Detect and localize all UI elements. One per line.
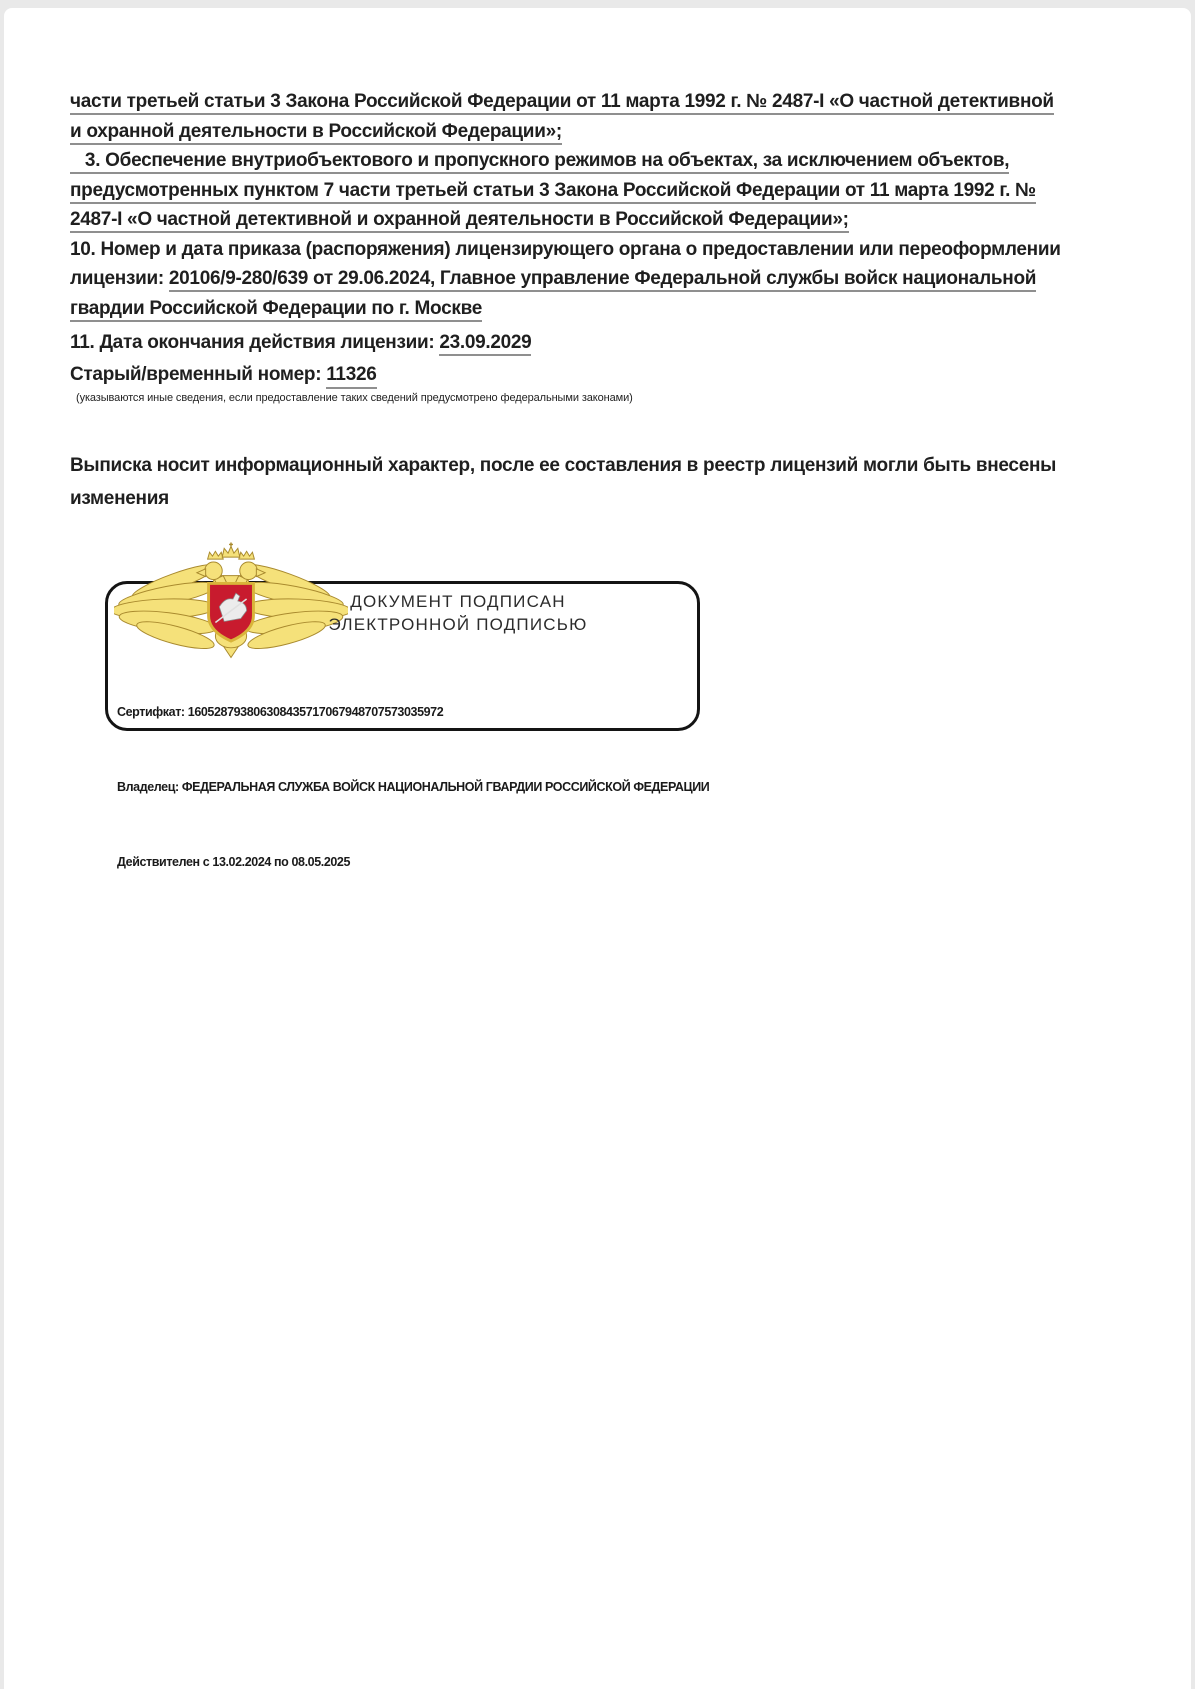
certificate-owner-row: Владелец: ФЕДЕРАЛЬНАЯ СЛУЖБА ВОЙСК НАЦИОНАЛЬНОЙ ГВАРДИИ РОССИЙСКОЙ ФЕДЕРАЦИИ [117, 780, 710, 794]
notice-line: изменения [70, 488, 169, 509]
stamp-title-line: ДОКУМЕНТ ПОДПИСАН [350, 592, 566, 611]
text-line: 11. Дата окончания действия лицензии: 23.09.2029 [70, 328, 1125, 358]
informational-notice [70, 449, 1125, 515]
document-page [4, 8, 1191, 1689]
electronic-signature-stamp [105, 581, 710, 869]
footnote: (указываются иные сведения, если предоставление таких сведений предусмотрено федеральными законами) [76, 392, 633, 404]
text-line: лицензии: 20106/9-280/639 от 29.06.2024, Главное управление Федеральной службы войск национальной [70, 264, 1125, 294]
certificate-validity-row: Действителен с 13.02.2024 по 08.05.2025 [117, 855, 351, 869]
text-line: и охранной деятельности в Российской Федерации»; [70, 117, 1125, 147]
notice-line: Выписка носит информационный характер, после ее составления в реестр лицензий могли быть внесены [70, 455, 1057, 476]
old-number-line: Старый/временный номер: 11326 [70, 360, 1125, 390]
text-line: части третьей статьи 3 Закона Российской Федерации от 11 марта 1992 г. № 2487-I «О частной детективной [70, 87, 1125, 117]
stamp-title [243, 590, 673, 636]
text-line: предусмотренных пунктом 7 части третьей статьи 3 Закона Российской Федерации от 11 марта 1992 г. № [70, 176, 1125, 206]
certificate-number-row: Сертифкат: 160528793806308435717067948707573035972 [117, 705, 444, 719]
text-line: 2487-I «О частной детективной и охранной деятельности в Российской Федерации»; [70, 205, 1125, 235]
text-line: 3. Обеспечение внутриобъектового и пропускного режимов на объектах, за исключением объектов, [70, 146, 1125, 176]
text-line: 10. Номер и дата приказа (распоряжения) лицензирующего органа о предоставлении или переоформлении [70, 238, 1061, 260]
text-line: гвардии Российской Федерации по г. Москве [70, 294, 1125, 324]
stamp-title-line: ЭЛЕКТРОННОЙ ПОДПИСЬЮ [328, 615, 588, 634]
certificate-details [117, 650, 710, 925]
license-extract-text [70, 87, 1125, 389]
